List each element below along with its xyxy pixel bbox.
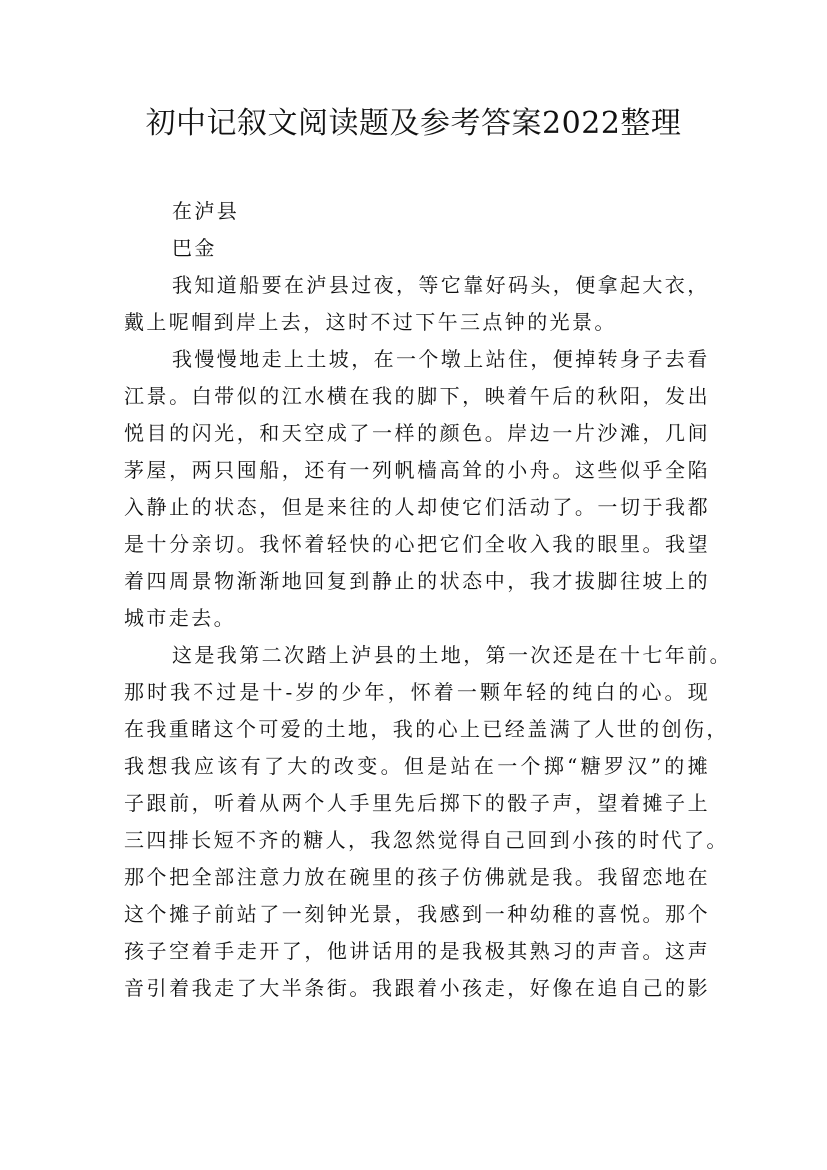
paragraph-line: 我想我应该有了大的改变。但是站在一个掷“糖罗汉”的摊	[124, 754, 710, 778]
paragraph-line: 那时我不过是十-岁的少年，怀着一颗年轻的纯白的心。现	[124, 680, 710, 704]
paragraph-line: 茅屋，两只囤船，还有一列帆樯高耸的小舟。这些似乎全陷	[124, 458, 710, 482]
paragraph-line: 我知道船要在泸县过夜，等它靠好码头，便拿起大衣，	[172, 273, 710, 297]
paragraph-line: 入静止的状态，但是来往的人却使它们活动了。一切于我都	[124, 495, 710, 519]
paragraph-line: 这个摊子前站了一刻钟光景，我感到一种幼稚的喜悦。那个	[124, 902, 710, 926]
paragraph-line: 戴上呢帽到岸上去，这时不过下午三点钟的光景。	[124, 310, 617, 334]
paragraph-line: 音引着我走了大半条街。我跟着小孩走，好像在追自己的影	[124, 976, 710, 1000]
paragraph-line: 三四排长短不齐的糖人，我忽然觉得自己回到小孩的时代了。	[124, 828, 729, 852]
document-title: 初中记叙文阅读题及参考答案2022整理	[145, 106, 682, 141]
paragraph-line: 那个把全部注意力放在碗里的孩子仿佛就是我。我留恋地在	[124, 865, 710, 889]
paragraph-line: 子跟前，听着从两个人手里先后掷下的骰子声，望着摊子上	[124, 791, 710, 815]
paragraph-line: 是十分亲切。我怀着轻快的心把它们全收入我的眼里。我望	[124, 532, 710, 556]
document-body	[124, 193, 732, 1007]
paragraph-line: 江景。白带似的江水横在我的脚下，映着午后的秋阳，发出	[124, 384, 710, 408]
paragraph-line: 这是我第二次踏上泸县的土地，第一次还是在十七年前。	[172, 643, 732, 667]
essay-author: 巴金	[172, 236, 217, 260]
paragraph-line: 着四周景物渐渐地回复到静止的状态中，我才拔脚往坡上的	[124, 569, 710, 593]
paragraph-line: 在我重睹这个可爱的土地，我的心上已经盖满了人世的创伤，	[124, 717, 729, 741]
paragraph-line: 城市走去。	[124, 606, 236, 630]
paragraph-line: 我慢慢地走上土坡，在一个墩上站住，便掉转身子去看	[172, 347, 710, 371]
essay-title: 在泸县	[172, 199, 240, 223]
paragraph-line: 孩子空着手走开了，他讲话用的是我极其熟习的声音。这声	[124, 939, 710, 963]
paragraph-line: 悦目的闪光，和天空成了一样的颜色。岸边一片沙滩，几间	[124, 421, 710, 445]
